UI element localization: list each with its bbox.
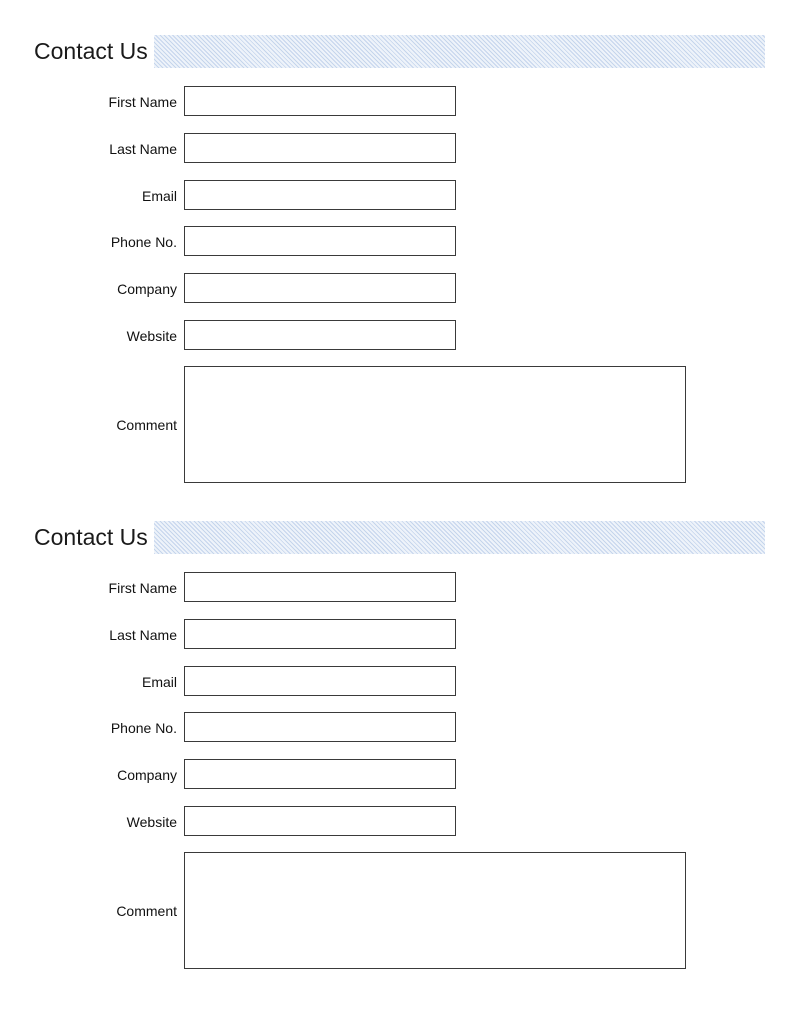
- comment-label: Comment: [116, 903, 177, 919]
- first-name-label: First Name: [108, 94, 177, 110]
- field-row-phone: [0, 226, 794, 256]
- field-row-comment: [0, 366, 794, 483]
- field-row-last-name: [0, 133, 794, 163]
- form-header: [0, 520, 794, 560]
- first-name-label: First Name: [108, 580, 177, 596]
- company-label: Company: [117, 281, 177, 297]
- email-input[interactable]: [184, 666, 456, 696]
- email-label: Email: [141, 674, 177, 690]
- company-input[interactable]: [184, 759, 456, 789]
- form-header: [0, 34, 794, 74]
- company-label: Company: [117, 767, 177, 783]
- last-name-label: Last Name: [109, 627, 177, 643]
- field-row-email: [0, 666, 794, 696]
- email-label: Email: [141, 188, 177, 204]
- contact-form-1: [0, 34, 794, 484]
- last-name-input[interactable]: [184, 619, 456, 649]
- field-row-website: [0, 320, 794, 350]
- comment-textarea[interactable]: [184, 366, 686, 483]
- field-row-website: [0, 806, 794, 836]
- website-input[interactable]: [184, 806, 456, 836]
- field-row-comment: [0, 852, 794, 969]
- field-row-company: [0, 273, 794, 303]
- field-row-email: [0, 180, 794, 210]
- form-title: Contact Us: [34, 38, 148, 64]
- header-band: [154, 521, 765, 554]
- website-input[interactable]: [184, 320, 456, 350]
- first-name-input[interactable]: [184, 572, 456, 602]
- last-name-input[interactable]: [184, 133, 456, 163]
- field-row-phone: [0, 712, 794, 742]
- field-row-first-name: [0, 86, 794, 116]
- company-input[interactable]: [184, 273, 456, 303]
- website-label: Website: [126, 814, 177, 830]
- field-row-first-name: [0, 572, 794, 602]
- field-row-company: [0, 759, 794, 789]
- field-row-last-name: [0, 619, 794, 649]
- form-title: Contact Us: [34, 524, 148, 550]
- phone-label: Phone No.: [110, 720, 177, 736]
- last-name-label: Last Name: [109, 141, 177, 157]
- comment-textarea[interactable]: [184, 852, 686, 969]
- first-name-input[interactable]: [184, 86, 456, 116]
- header-band: [154, 35, 765, 68]
- phone-input[interactable]: [184, 226, 456, 256]
- comment-label: Comment: [116, 417, 177, 433]
- phone-input[interactable]: [184, 712, 456, 742]
- email-input[interactable]: [184, 180, 456, 210]
- contact-form-2: [0, 520, 794, 970]
- phone-label: Phone No.: [110, 234, 177, 250]
- website-label: Website: [126, 328, 177, 344]
